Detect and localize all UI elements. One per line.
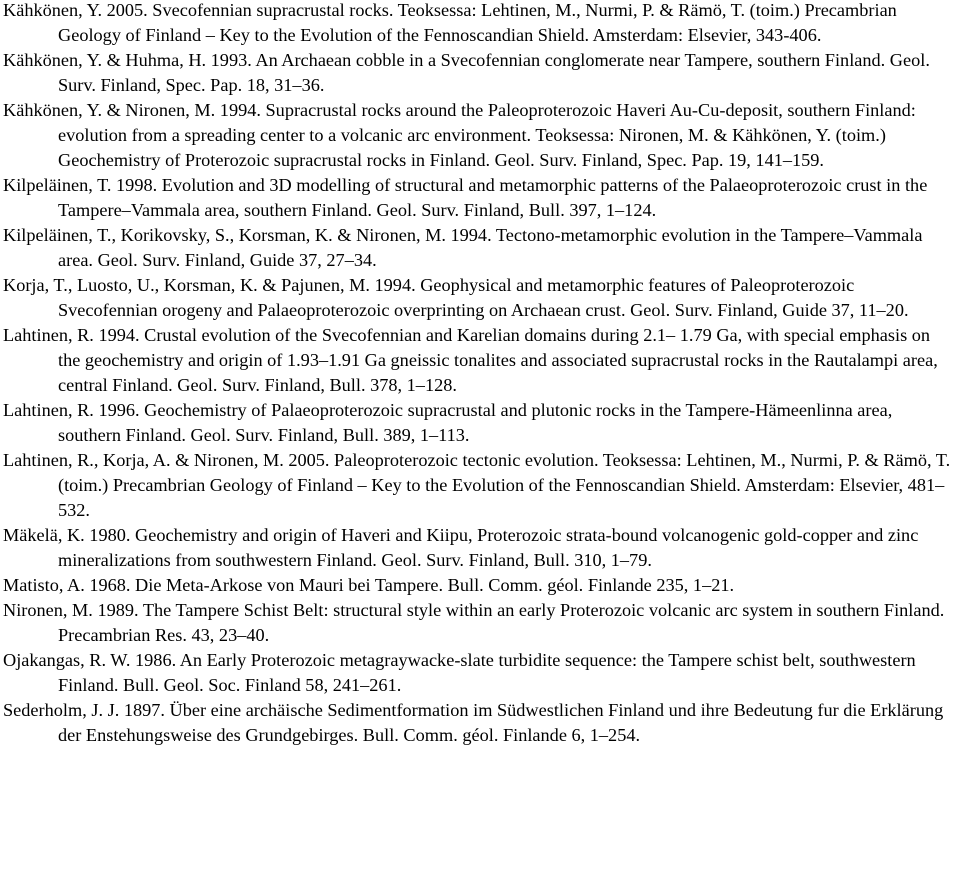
reference-entry: Lahtinen, R. 1994. Crustal evolution of the Svecofennian and Karelian domains during 2.1– 1.79 Ga, with special emphasis on the geochemistry and origin of 1.93–1.91 Ga gneissic tonalites and associated supracrustal rocks in the Rautalampi area, central Finland. Geol. Surv. Finland, Bull. 378, 1–128.	[3, 325, 938, 395]
reference-entry: Sederholm, J. J. 1897. Über eine archäische Sedimentformation im Südwestlichen Finland und ihre Bedeutung fur die Erklärung der Enstehungsweise des Grundgebirges. Bull. Comm. géol. Finlande 6, 1–254.	[3, 700, 944, 745]
reference-entry: Lahtinen, R. 1996. Geochemistry of Palaeoproterozoic supracrustal and plutonic rocks in the Tampere-Hämeenlinna area, southern Finland. Geol. Surv. Finland, Bull. 389, 1–113.	[3, 400, 893, 445]
reference-entry: Nironen, M. 1989. The Tampere Schist Belt: structural style within an early Proterozoic volcanic arc system in southern Finland. Precambrian Res. 43, 23–40.	[3, 600, 945, 645]
reference-entry: Lahtinen, R., Korja, A. & Nironen, M. 2005. Paleoproterozoic tectonic evolution. Teoksessa: Lehtinen, M., Nurmi, P. & Rämö, T. (toim.) Precambrian Geology of Finland – Key to the Evolution of the Fennoscandian Shield. Amsterdam: Elsevier, 481–532.	[3, 450, 951, 520]
reference-entry: Kähkönen, Y. 2005. Svecofennian supracrustal rocks. Teoksessa: Lehtinen, M., Nurmi, P. & Rämö, T. (toim.) Precambrian Geology of Finland – Key to the Evolution of the Fennoscandian Shield. Amsterdam: Elsevier, 343-406.	[3, 0, 897, 45]
reference-entry: Korja, T., Luosto, U., Korsman, K. & Pajunen, M. 1994. Geophysical and metamorphic features of Paleoproterozoic Svecofennian orogeny and Palaeoproterozoic overprinting on Archaean crust. Geol. Surv. Finland, Guide 37, 11–20.	[3, 275, 909, 320]
reference-entry: Mäkelä, K. 1980. Geochemistry and origin of Haveri and Kiipu, Proterozoic strata-bound volcanogenic gold-copper and zinc mineralizations from southwestern Finland. Geol. Surv. Finland, Bull. 310, 1–79.	[3, 525, 919, 570]
reference-entry: Kilpeläinen, T. 1998. Evolution and 3D modelling of structural and metamorphic patterns of the Palaeoproterozoic crust in the Tampere–Vammala area, southern Finland. Geol. Surv. Finland, Bull. 397, 1–124.	[3, 175, 928, 220]
reference-entry: Kilpeläinen, T., Korikovsky, S., Korsman, K. & Nironen, M. 1994. Tectono-metamorphic evolution in the Tampere–Vammala area. Geol. Surv. Finland, Guide 37, 27–34.	[3, 225, 923, 270]
reference-entry: Ojakangas, R. W. 1986. An Early Proterozoic metagraywacke-slate turbidite sequence: the Tampere schist belt, southwestern Finland. Bull. Geol. Soc. Finland 58, 241–261.	[3, 650, 916, 695]
reference-entry: Matisto, A. 1968. Die Meta-Arkose von Mauri bei Tampere. Bull. Comm. géol. Finlande 235, 1–21.	[3, 575, 735, 595]
reference-entry: Kähkönen, Y. & Nironen, M. 1994. Supracrustal rocks around the Paleoproterozoic Haveri Au-Cu-deposit, southern Finland: evolution from a spreading center to a volcanic arc environment. Teoksessa: Nironen, M. & Kähkönen, Y. (toim.) Geochemistry of Proterozoic supracrustal rocks in Finland. Geol. Surv. Finland, Spec. Pap. 19, 141–159.	[3, 100, 916, 170]
reference-list	[3, 0, 955, 748]
reference-entry: Kähkönen, Y. & Huhma, H. 1993. An Archaean cobble in a Svecofennian conglomerate near Tampere, southern Finland. Geol. Surv. Finland, Spec. Pap. 18, 31–36.	[3, 50, 930, 95]
